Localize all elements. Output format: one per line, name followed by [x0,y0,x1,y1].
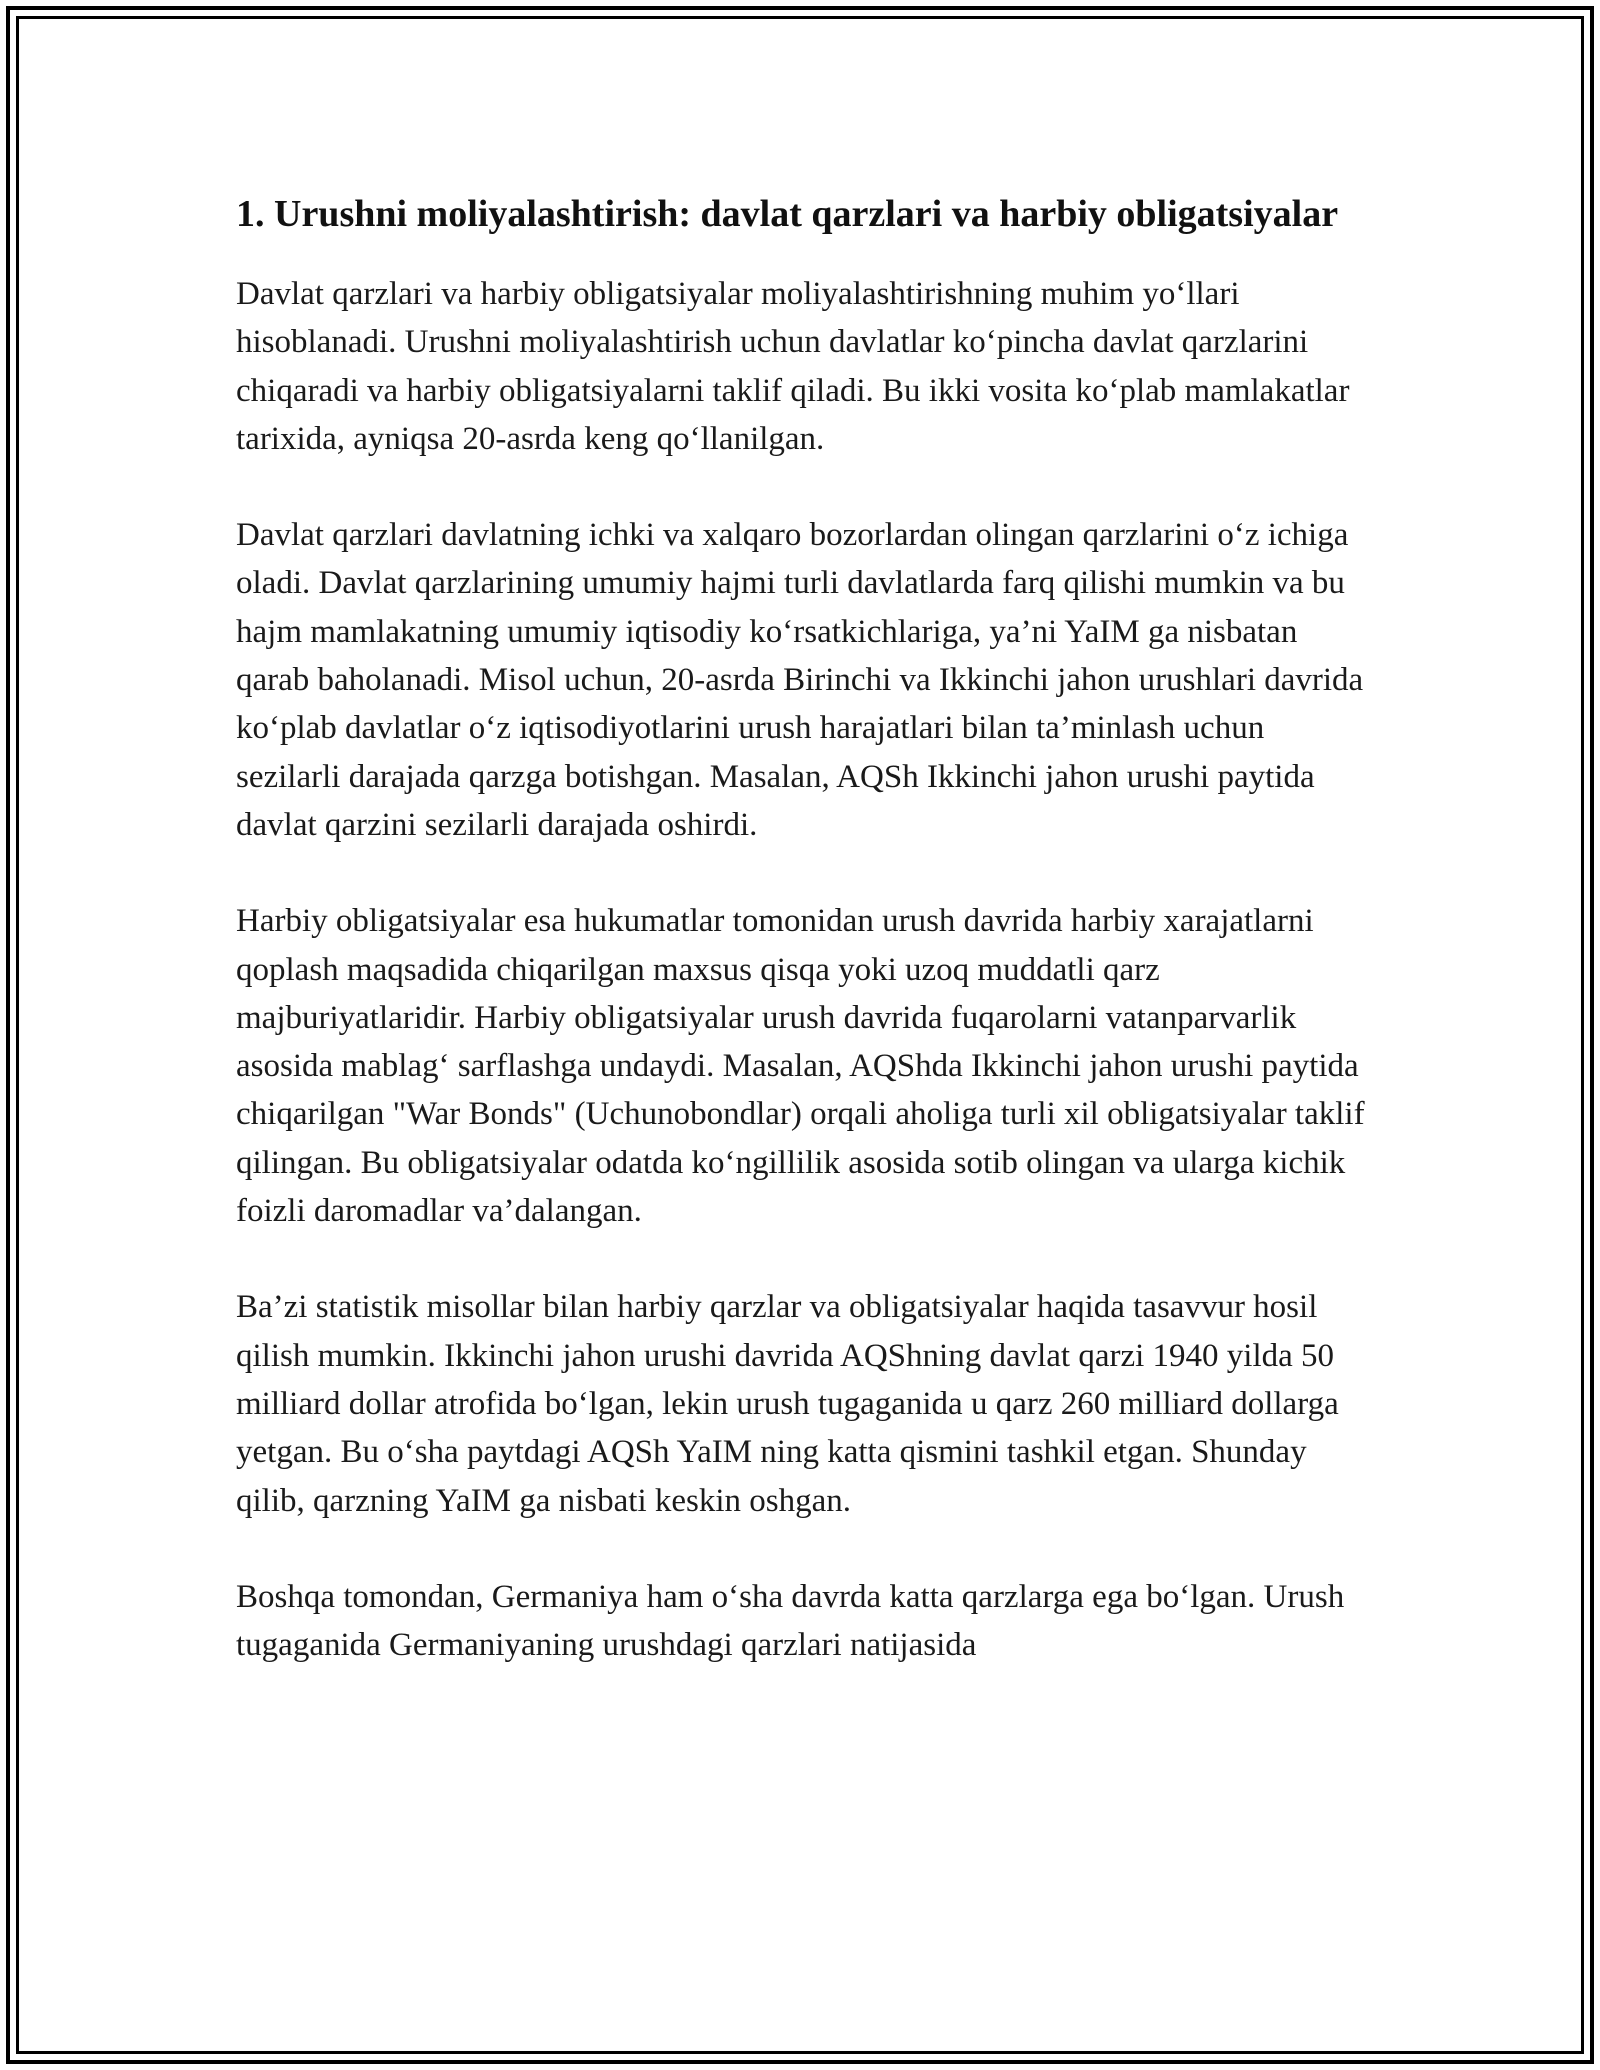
paragraph-1: Davlat qarzlari va harbiy obligatsiyalar moliyalashtirishning muhim yo‘llari hisoblanadi. Urushni moliyalashtirish uchun davlatlar ko‘pincha davlat qarzlarini chiqaradi va harbiy obligatsiyalarni taklif qiladi. Bu ikki vosita ko‘plab mamlakatlar tarixida, ayniqsa 20-asrda keng qo‘llanilgan. [236,276,1350,457]
section-heading: 1. Urushni moliyalashtirish: davlat qarzlari va harbiy obligatsiyalar [236,193,1339,235]
paragraph-3: Harbiy obligatsiyalar esa hukumatlar tomonidan urush davrida harbiy xarajatlarni qoplash maqsadida chiqarilgan maxsus qisqa yoki uzoq muddatli qarz majburiyatlaridir. Harbiy obligatsiyalar urush davrida fuqarolarni vatanparvarlik asosida mablag‘ sarflashga undaydi. Masalan, AQShda Ikkinchi jahon urushi paytida chiqarilgan "War Bonds" (Uchunobondlar) orqali aholiga turli xil obligatsiyalar taklif qilingan. Bu obligatsiyalar odatda ko‘ngillilik asosida sotib olingan va ularga kichik foizli daromadlar va’dalangan. [236,903,1365,1230]
paragraph-2: Davlat qarzlari davlatning ichki va xalqaro bozorlardan olingan qarzlarini o‘z ichiga oladi. Davlat qarzlarining umumiy hajmi turli davlatlarda farq qilishi mumkin va bu hajm mamlakatning umumiy iqtisodiy ko‘rsatkichlariga, ya’ni YaIM ga nisbatan qarab baholanadi. Misol uchun, 20-asrda Birinchi va Ikkinchi jahon urushlari davrida ko‘plab davlatlar o‘z iqtisodiyotlarini urush harajatlari bilan ta’minlash uchun sezilarli darajada qarzga botishgan. Masalan, AQSh Ikkinchi jahon urushi paytida davlat qarzini sezilarli darajada oshirdi. [236,517,1364,843]
paragraph-5: Boshqa tomondan, Germaniya ham o‘sha davrda katta qarzlarga ega bo‘lgan. Urush tugaganida Germaniyaning urushdagi qarzlari natijasida [236,1578,1345,1664]
paragraph-4: Ba’zi statistik misollar bilan harbiy qarzlar va obligatsiyalar haqida tasavvur hosil qilish mumkin. Ikkinchi jahon urushi davrida AQShning davlat qarzi 1940 yilda 50 milliard dollar atrofida bo‘lgan, lekin urush tugaganida u qarz 260 milliard dollarga yetgan. Bu o‘sha paytdagi AQSh YaIM ning katta qismini tashkil etgan. Shunday qilib, qarzning YaIM ga nisbati keskin oshgan. [236,1289,1339,1519]
document-body [236,186,1376,1717]
